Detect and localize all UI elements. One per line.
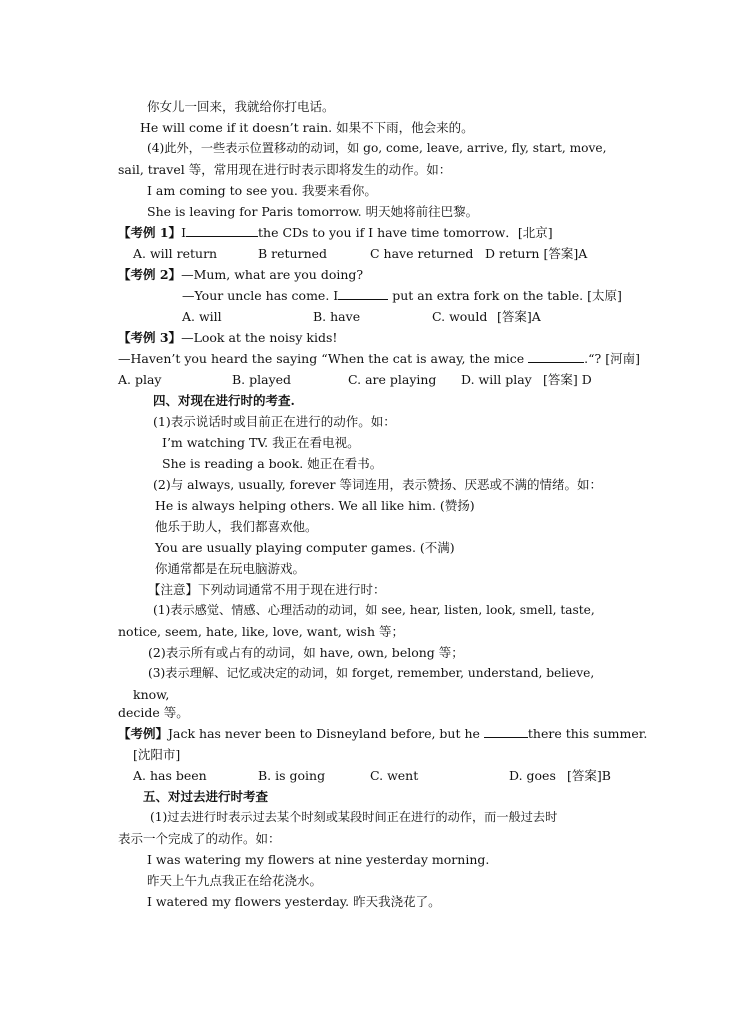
text-line: I was watering my flowers at nine yesterday morning. — [147, 852, 490, 867]
option: A. play — [118, 372, 162, 387]
exam-tag: 【考例 3】 — [118, 330, 182, 345]
option: [答案]A — [497, 309, 541, 324]
text-line: You are usually playing computer games. (不满) — [155, 540, 455, 555]
section-heading: 四、对现在进行时的考查. — [153, 393, 295, 408]
option: C. would — [432, 309, 488, 324]
exam-question-2 — [118, 266, 363, 283]
exam-tag: 【考例 1】 — [118, 225, 182, 240]
option: D. goes — [509, 768, 556, 783]
question-line: —Your uncle has come. I put an extra fork on the table. [太原] — [182, 288, 622, 303]
option: A. will return — [133, 246, 218, 261]
text-line: (1)过去进行时表示过去某个时刻或某段时间正在进行的动作，而一般过去时 — [150, 810, 558, 824]
option: B. played — [232, 372, 292, 387]
text-line: 你女儿一回来，我就给你打电话。 — [147, 99, 335, 114]
note-heading: 【注意】下列动词通常不用于现在进行时： — [148, 582, 386, 597]
text-line: 他乐于助人，我们都喜欢他。 — [155, 519, 318, 534]
text-line: I’m watching TV. 我正在看电视。 — [162, 435, 360, 450]
question-text: —Look at the noisy kids! — [181, 330, 338, 345]
question-text: the CDs to you if I have time tomorrow．[北京] — [258, 225, 553, 240]
text-line: 昨天上午九点我正在给花浇水。 — [147, 873, 323, 888]
text-line: (2)表示所有或占有的动词，如 have, own, belong 等； — [148, 645, 464, 660]
exam-tag: 【考例 2】 — [118, 267, 182, 282]
text-line: [沈阳市] — [133, 747, 181, 762]
exam-question-4: 【考例】Jack has never been to Disneyland before, but he there this summer. — [118, 726, 648, 741]
section-heading: 五、对过去进行时考查 — [143, 789, 269, 804]
text-line: He will come if it doesn’t rain. 如果不下雨，他会来的。 — [140, 120, 474, 135]
option: A. will — [182, 309, 222, 324]
option: D return [答案]A — [485, 246, 588, 261]
text-line: (1)表示说话时或目前正在进行的动作。如： — [153, 414, 396, 429]
text-line: (1)表示感觉、情感、心理活动的动词，如 see, hear, listen, look, smell, taste, — [153, 603, 595, 617]
text-line: (3)表示理解、记忆或决定的动词，如 forget, remember, understand, believe, — [148, 666, 595, 680]
exam-tag: 【考例】 — [118, 726, 169, 741]
text-line: 表示一个完成了的动作。如： — [118, 831, 281, 846]
answer-blank — [186, 224, 258, 237]
text-line: decide 等。 — [118, 705, 189, 720]
option: [答案]B — [567, 768, 611, 783]
exam-question-1 — [118, 224, 553, 241]
text-line: (4)此外，一些表示位置移动的动词，如 go, come, leave, arrive, fly, start, move, — [147, 141, 607, 155]
question-text: —Mum, what are you doing? — [181, 267, 364, 282]
text-line: (2)与 always, usually, forever 等词连用，表示赞扬、厌恶或不满的情绪。如： — [153, 477, 602, 492]
answer-blank — [338, 287, 388, 300]
answer-blank — [484, 725, 528, 738]
option: C have returned — [370, 246, 474, 261]
text-line: know, — [133, 687, 170, 702]
option: C. went — [370, 768, 419, 783]
question-lead: I — [181, 225, 187, 240]
option: B. have — [313, 309, 361, 324]
text-line: He is always helping others. We all like him. (赞扬) — [155, 498, 475, 513]
text-line: sail, travel 等，常用现在进行时表示即将发生的动作。如： — [118, 162, 452, 177]
option: B. is going — [258, 768, 326, 783]
exam-question-3 — [118, 329, 337, 346]
option: C. are playing — [348, 372, 437, 387]
option: [答案] D — [543, 372, 592, 387]
text-line: 你通常都是在玩电脑游戏。 — [155, 561, 306, 576]
text-line: I am coming to see you. 我要来看你。 — [147, 183, 377, 198]
question-line: —Haven’t you heard the saying “When the cat is away, the mice .“? [河南] — [118, 351, 640, 366]
option: A. has been — [133, 768, 207, 783]
answer-blank — [528, 350, 584, 363]
text-line: She is reading a book. 她正在看书。 — [162, 456, 383, 471]
option: B returned — [258, 246, 328, 261]
option: D. will play — [461, 372, 532, 387]
text-line: She is leaving for Paris tomorrow. 明天她将前往巴黎。 — [147, 204, 479, 219]
text-line: I watered my flowers yesterday. 昨天我浇花了。 — [147, 894, 441, 909]
text-line: notice, seem, hate, like, love, want, wish 等； — [118, 624, 404, 639]
